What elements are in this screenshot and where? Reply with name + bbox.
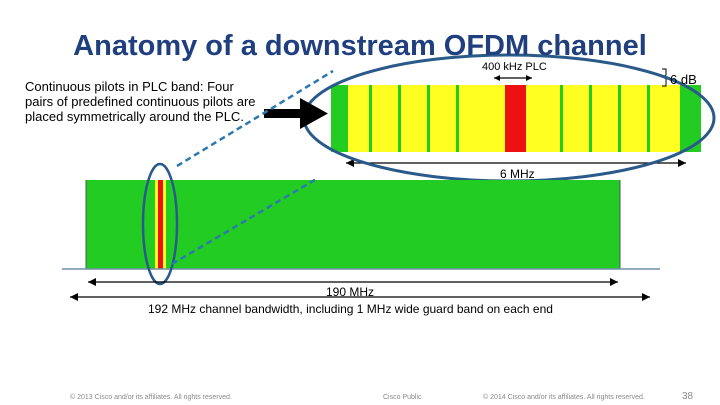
plc-band-zoom	[331, 85, 701, 152]
zoom-subcarrier-line	[369, 85, 372, 152]
db-label: 6 dB	[670, 72, 697, 87]
plc-red-block	[505, 85, 526, 152]
full-spectrum-green	[86, 180, 620, 269]
zoom-subcarrier-line	[647, 85, 650, 152]
zoom-subcarrier-line	[456, 85, 459, 152]
footer-copyright-left: © 2013 Cisco and/or its affiliates. All rights reserved.	[70, 394, 232, 401]
slide-title: Anatomy of a downstream OFDM channel	[73, 30, 647, 62]
footer-classification: Cisco Public	[383, 394, 422, 401]
zoom-subcarrier-line	[398, 85, 401, 152]
footer-copyright-right: © 2014 Cisco and/or its affiliates. All rights reserved.	[483, 394, 645, 401]
zoom-subcarrier-line	[560, 85, 563, 152]
full-spectrum	[62, 180, 660, 269]
channel-width-label: 190 MHz	[326, 285, 375, 299]
plc-width-arrow	[494, 75, 532, 81]
zoom-width-label: 6 MHz	[500, 167, 535, 181]
zoom-width-arrow	[346, 159, 686, 167]
pointer-arrow	[264, 98, 328, 129]
plc-label: 400 kHz PLC	[482, 61, 547, 73]
zoom-subcarrier-line	[618, 85, 621, 152]
page-number: 38	[682, 391, 694, 402]
bandwidth-label: 192 MHz channel bandwidth, including 1 MHz wide guard band on each end	[148, 302, 553, 316]
pilot-yellow	[155, 180, 158, 269]
description-text: Continuous pilots in PLC band: Four pairs of predefined continuous pilots are placed symmetrically around the PLC.	[25, 79, 256, 124]
zoom-subcarrier-line	[427, 85, 430, 152]
pilot-yellow	[163, 180, 166, 269]
zoom-subcarrier-line	[589, 85, 592, 152]
plc-red	[158, 180, 163, 269]
